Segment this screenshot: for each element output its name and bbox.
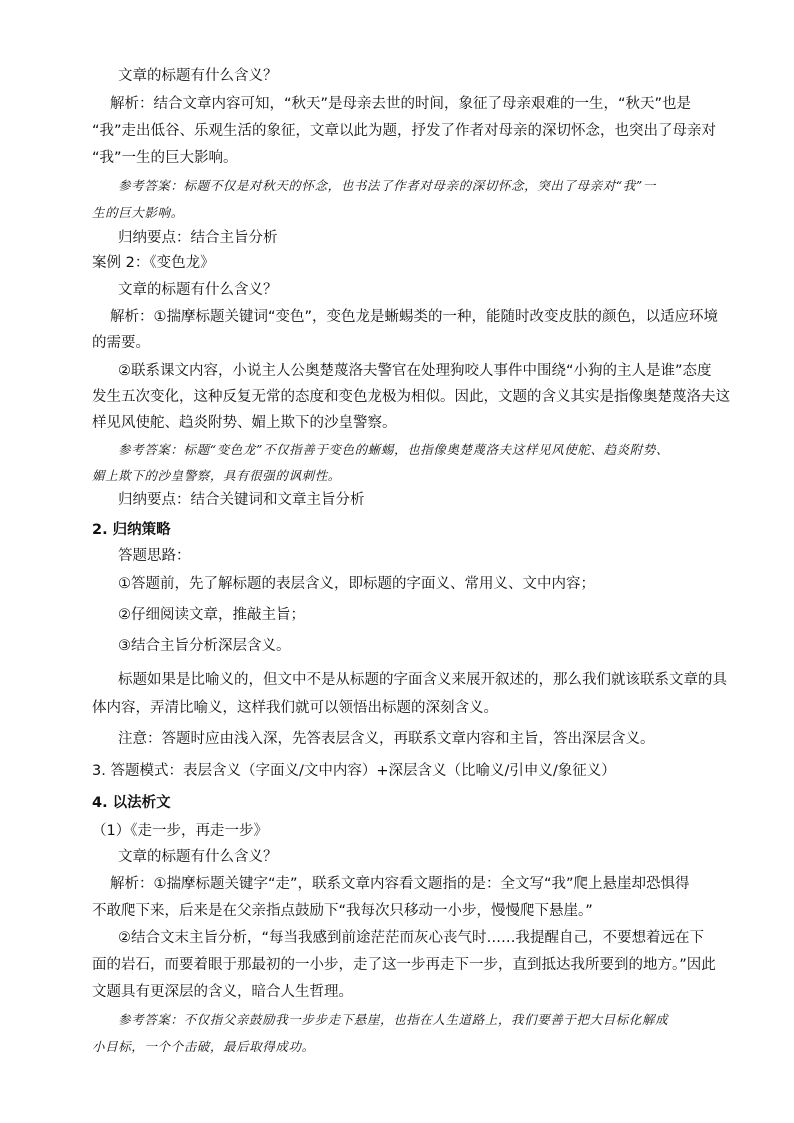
text-line: 面的岩石，而要着眼于那最初的一小步，走了这一步再走下一步，直到抵达我所要到的地方。”因此 — [92, 957, 716, 973]
text-line: 生的巨大影响。 — [92, 205, 184, 220]
text-line: 文题具有更深层的含义，暗合人生哲理。 — [92, 984, 353, 1000]
text-line: 3. 答题模式：表层含义（字面义/文中内容）+深层含义（比喻义/引申义/象征义） — [92, 763, 616, 779]
text-line: ③结合主旨分析深层含义。 — [118, 638, 291, 654]
text-line: 文章的标题有什么含义？ — [118, 68, 278, 84]
text-line: 参考答案：标题不仅是对秋天的怀念，也书法了作者对母亲的深切怀念，突出了母亲对“我”一 — [118, 178, 656, 193]
text-line: 标题如果是比喻义的，但文中不是从标题的字面含义来展开叙述的，那么我们就该联系文章的具 — [118, 672, 727, 688]
text-line: 注意：答题时应由浅入深，先答表层含义，再联系文章内容和主旨，答出深层含义。 — [118, 731, 655, 747]
text-line: 小目标，一个个击破，最后取得成功。 — [92, 1039, 315, 1054]
text-line: 4. 以法析文 — [92, 795, 171, 811]
text-line: 发生五次变化，这种反复无常的态度和变色龙极为相似。因此，文题的含义其实是指像奥楚蔑洛夫这 — [92, 389, 730, 405]
text-line: 解析：①揣摩标题关键词“变色”，变色龙是蜥蜴类的一种，能随时改变皮肤的颜色，以适应环境 — [110, 309, 719, 325]
text-line: 的需要。 — [92, 335, 150, 351]
text-line: 解析：①揣摩标题关键字“走”，联系文章内容看文题指的是：全文写“我”爬上悬崖却恐惧得 — [110, 876, 690, 892]
text-line: ②仔细阅读文章，推敲主旨； — [118, 607, 305, 623]
text-line: 媚上欺下的沙皇警察，具有很强的讽刺性。 — [92, 468, 341, 483]
text-line: 体内容，弄清比喻义，这样我们就可以领悟出标题的深刻含义。 — [92, 700, 498, 716]
text-line: 不敢爬下来，后来是在父亲指点鼓励下“我每次只移动一小步，慢慢爬下悬崖。” — [92, 903, 593, 919]
text-line: ②结合文末主旨分析，“每当我感到前途茫茫而灰心丧气时……我提醒自己，不要想着远在下 — [118, 930, 705, 946]
text-line: （1）《走一步，再走一步》 — [92, 823, 268, 839]
text-line: 归纳要点：结合关键词和文章主旨分析 — [118, 492, 365, 508]
text-line: 参考答案：标题“变色龙”不仅指善于变色的蜥蜴，也指像奥楚蔑洛夫这样见风使舵、趋炎附势、 — [118, 442, 670, 457]
text-line: 2. 归纳策略 — [92, 522, 171, 538]
text-line: “我”一生的巨大影响。 — [92, 150, 238, 166]
text-line: ②联系课文内容，小说主人公奥楚蔑洛夫警官在处理狗咬人事件中围绕“小狗的主人是谁”态度 — [118, 363, 712, 379]
text-line: 参考答案：不仅指父亲鼓励我一步步走下悬崖，也指在人生道路上，我们要善于把大目标化解成 — [118, 1012, 669, 1027]
text-line: 样见风使舵、趋炎附势、媚上欺下的沙皇警察。 — [92, 415, 397, 431]
text-line: 文章的标题有什么含义？ — [118, 849, 278, 865]
text-line: ①答题前，先了解标题的表层含义，即标题的字面义、常用义、文中内容； — [118, 576, 595, 592]
text-line: 文章的标题有什么含义？ — [118, 282, 278, 298]
text-line: 答题思路： — [118, 548, 191, 564]
text-line: 案例 2：《变色龙》 — [92, 255, 215, 271]
text-line: 归纳要点：结合主旨分析 — [118, 230, 278, 246]
text-line: 解析：结合文章内容可知，“秋天”是母亲去世的时间，象征了母亲艰难的一生，“秋天”也是 — [110, 96, 692, 112]
text-line: “我”走出低谷、乐观生活的象征，文章以此为题，抒发了作者对母亲的深切怀念，也突出了母亲对 — [92, 123, 717, 139]
